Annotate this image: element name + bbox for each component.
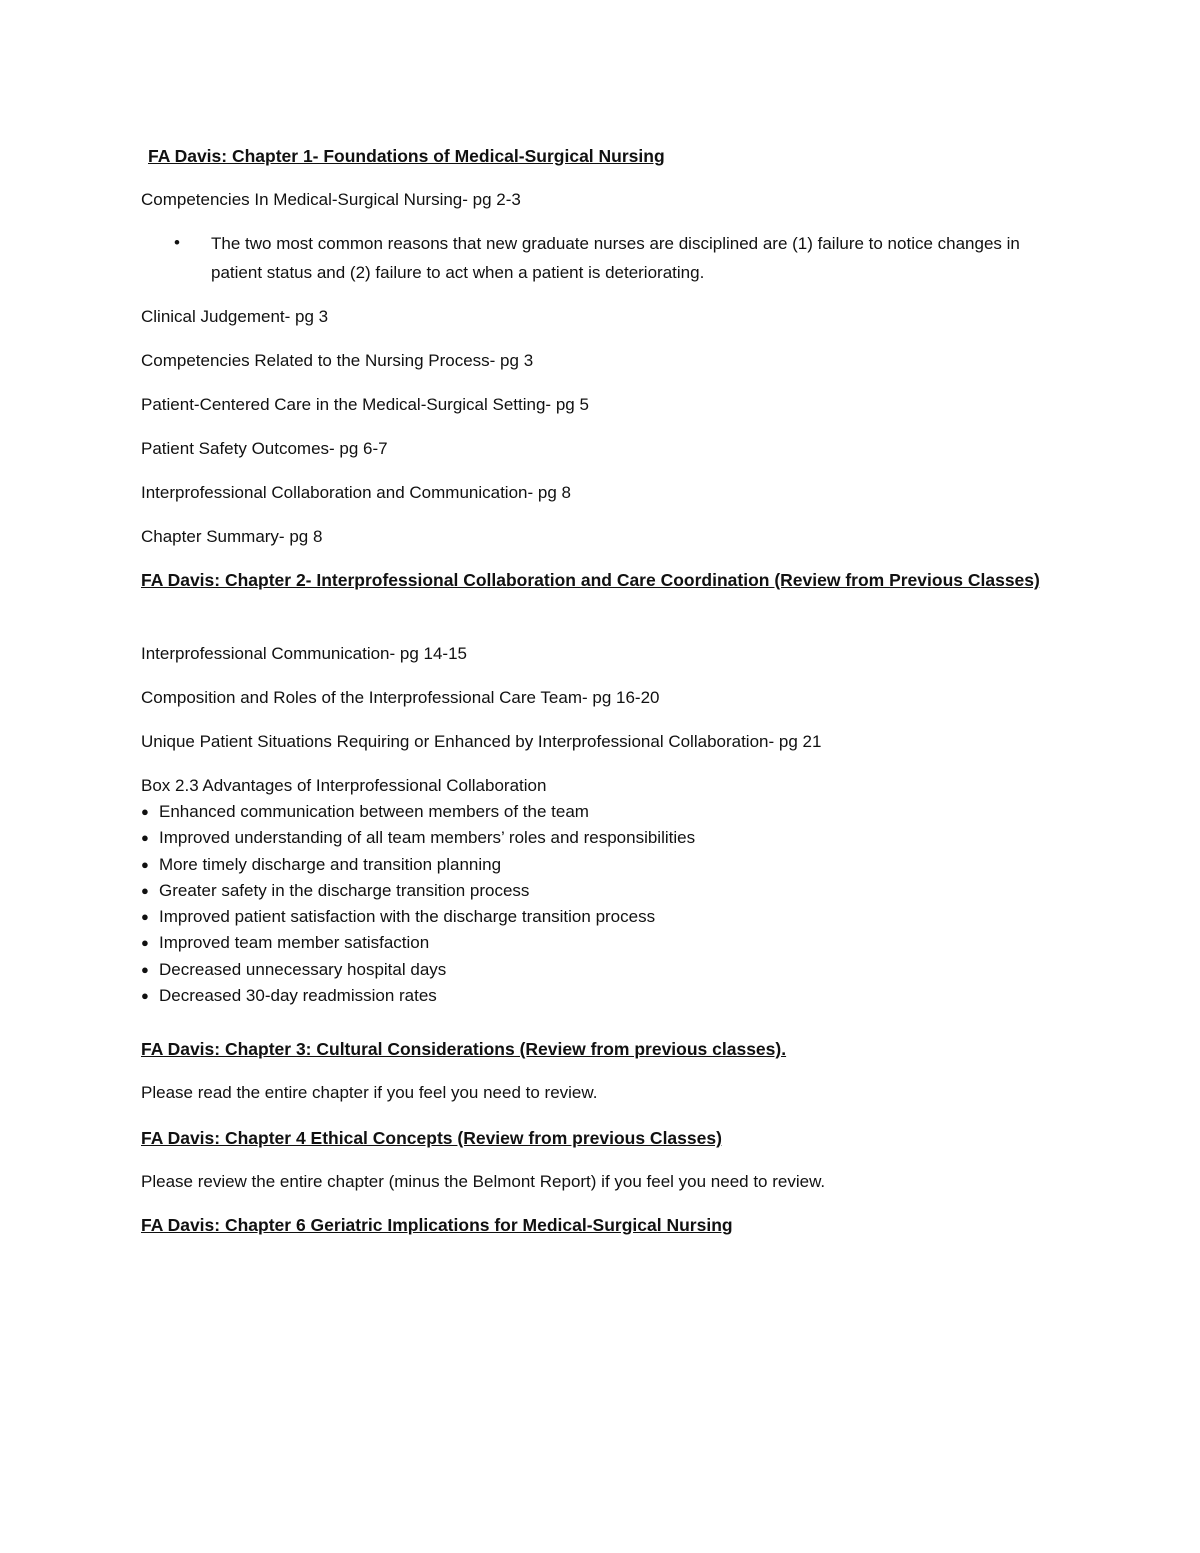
chapter-3-note: Please read the entire chapter if you feel you need to review. [141, 1083, 598, 1102]
chapter-2-item: Composition and Roles of the Interprofessional Care Team- pg 16-20 [141, 688, 660, 707]
chapter-1-item: Clinical Judgement- pg 3 [141, 307, 329, 326]
chapter-1-heading: FA Davis: Chapter 1- Foundations of Medical-Surgical Nursing [148, 146, 665, 166]
bullet-icon: ● [141, 988, 149, 1004]
list-item: ● Improved team member satisfaction [141, 930, 695, 956]
bullet-icon: ● [141, 935, 149, 951]
chapter-1-item: Patient Safety Outcomes- pg 6-7 [141, 439, 388, 458]
chapter-4-note: Please review the entire chapter (minus the Belmont Report) if you feel you need to review. [141, 1172, 826, 1191]
bullet-icon: ● [141, 804, 149, 819]
list-item: ● Enhanced communication between members of the team [141, 799, 695, 825]
chapter-6-heading: FA Davis: Chapter 6 Geriatric Implications for Medical-Surgical Nursing [141, 1215, 733, 1235]
chapter-1-item: Chapter Summary- pg 8 [141, 527, 323, 546]
bullet-icon: • [174, 233, 180, 252]
chapter-1-item: Patient-Centered Care in the Medical-Surgical Setting- pg 5 [141, 395, 589, 414]
list-item: ● More timely discharge and transition planning [141, 852, 695, 878]
bullet-icon: ● [141, 856, 149, 872]
chapter-2-item: Unique Patient Situations Requiring or Enhanced by Interprofessional Collaboration- pg 21 [141, 732, 822, 751]
advantages-list [141, 799, 695, 1009]
advantages-box [141, 773, 695, 1009]
bullet-icon: ● [141, 909, 149, 925]
bullet-icon: ● [141, 882, 149, 898]
box-title: Box 2.3 Advantages of Interprofessional Collaboration [141, 776, 547, 795]
chapter-1-item: Competencies Related to the Nursing Process- pg 3 [141, 351, 534, 370]
chapter-1-item: Interprofessional Collaboration and Communication- pg 8 [141, 483, 571, 502]
list-item: ● Improved patient satisfaction with the discharge transition process [141, 904, 695, 930]
chapter-2-heading: FA Davis: Chapter 2- Interprofessional Collaboration and Care Coordination (Review from Previous Classes) [141, 570, 1040, 590]
bullet-icon: ● [141, 830, 149, 846]
list-item: ● Greater safety in the discharge transition process [141, 878, 695, 904]
chapter-4-heading: FA Davis: Chapter 4 Ethical Concepts (Review from previous Classes) [141, 1128, 722, 1148]
chapter-3-heading: FA Davis: Chapter 3: Cultural Considerations (Review from previous classes). [141, 1039, 787, 1059]
list-item: ● Decreased 30-day readmission rates [141, 983, 695, 1009]
disciplined-reasons-bullet: The two most common reasons that new graduate nurses are disciplined are (1) failure to notice changes in patient status and (2) failure to act when a patient is deteriorating. [211, 234, 1020, 282]
bullet-icon: ● [141, 961, 149, 977]
list-item: ● Decreased unnecessary hospital days [141, 957, 695, 983]
list-item: ● Improved understanding of all team members’ roles and responsibilities [141, 825, 695, 851]
chapter-2-item: Interprofessional Communication- pg 14-15 [141, 644, 468, 663]
competencies-line: Competencies In Medical-Surgical Nursing- pg 2-3 [141, 190, 521, 209]
